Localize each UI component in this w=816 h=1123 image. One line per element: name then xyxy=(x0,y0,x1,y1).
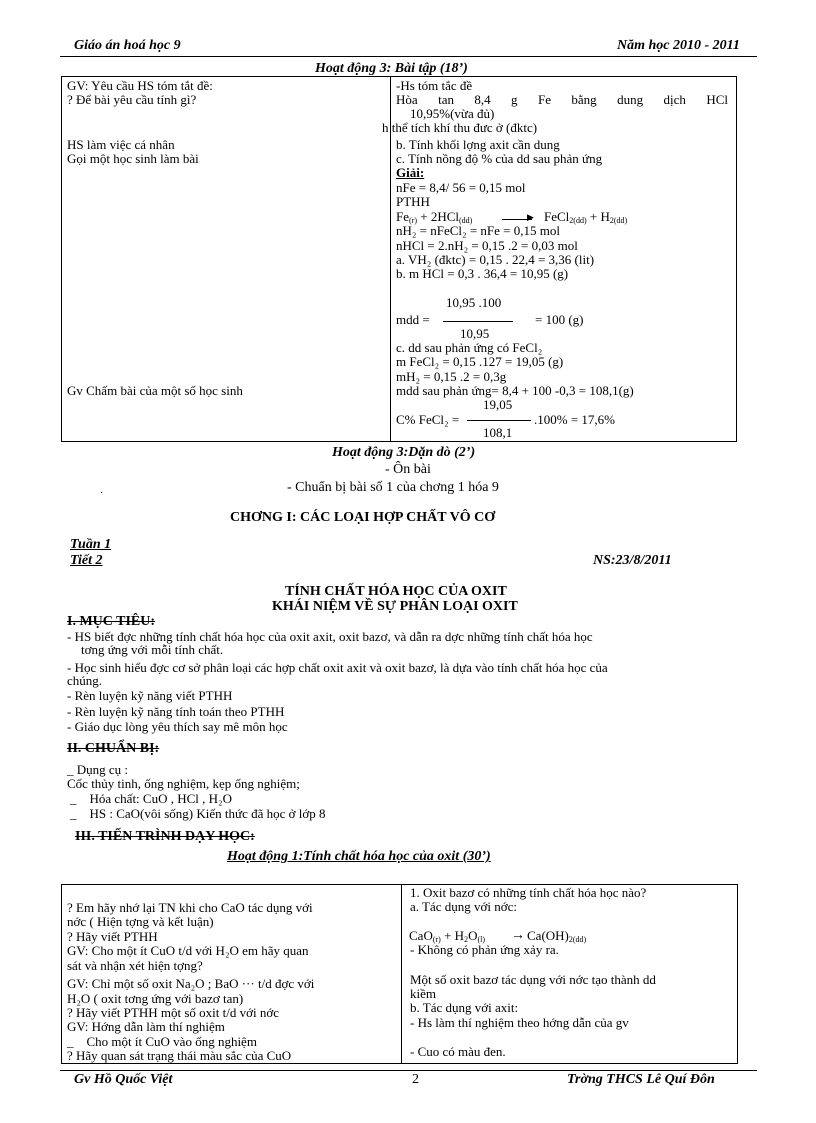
t1-right-r18: mdd sau phản ứng= 8,4 + 100 -0,3 = 108,1(g) xyxy=(396,383,634,398)
t2-left-l11: ? Hãy quan sát trạng thái màu sắc của CuO xyxy=(67,1048,292,1063)
activity1-title: Hoạt động 1:Tính chất hóa học của oxit (30’) xyxy=(227,849,491,864)
homework-2: - Chuẩn bị bài số 1 của chơng 1 hóa 9 xyxy=(287,480,499,495)
sec2-p3-text: Hóa chất: CuO , HCl , H₂O xyxy=(89,791,232,806)
activity3-title: Hoạt động 3: Bài tập (18’) xyxy=(315,61,468,76)
t1-right-r12: nHCl = 2.nH₂ = 0,15 .2 = 0,03 mol xyxy=(396,238,578,253)
t1-right-r7: Giải: xyxy=(396,165,425,180)
header-left: Giáo án hoá học 9 xyxy=(74,38,181,53)
arrow-head-icon: ▶ xyxy=(527,212,534,222)
lesson-label: Tiết 2 xyxy=(70,553,103,568)
t2-left-l8: ? Hãy viết PTHH một số oxit t/d với nớc xyxy=(67,1005,279,1020)
t1-left-l5: Gv Chấm bài của một số học sinh xyxy=(67,383,243,398)
t2-right-r1: 1. Oxit bazơ có những tính chất hóa học nào? xyxy=(410,885,647,900)
t1-right-r2: Hòa tan 8,4 g Fe bằng dung dịch HCl xyxy=(396,92,728,107)
activity3b-title: Hoạt động 3:Dặn dò (2’) xyxy=(332,445,476,460)
t1-right-r5: b. Tính khối lợng axit cần dung xyxy=(396,137,560,152)
sec2-p4-text: HS : CaO(vôi sống) Kiến thức đã học ở lớp 8 xyxy=(89,806,326,821)
eq-caoh-sub: (dd) xyxy=(572,935,587,944)
footer-rule xyxy=(60,1070,757,1071)
t1-right-r8: nFe = 8,4/ 56 = 0,15 mol xyxy=(396,180,526,195)
t1-right-r4: h thể tích khí thu đưc ở (đktc) xyxy=(382,120,538,135)
t2-right-r8: - Hs làm thí nghiệm theo hớng dẫn của gv xyxy=(410,1015,629,1030)
eq-cao-sub: (r) xyxy=(432,935,441,944)
sec2-p2: Cốc thủy tinh, ống nghiệm, kẹp ống nghiệm; xyxy=(67,776,300,791)
eq-plus-hcl: + 2HCl xyxy=(417,209,460,224)
t1-left-l1: GV: Yêu cầu HS tóm tắt đề: xyxy=(67,78,213,93)
t1-left-l3: HS làm việc cá nhân xyxy=(67,137,175,152)
t2-left-l4: GV: Cho một ít CuO t/d với H₂O em hãy quan xyxy=(67,943,309,958)
eq-fe: Fe xyxy=(396,209,409,224)
header-rule xyxy=(60,56,757,57)
eq-caoh-num: 2 xyxy=(568,935,573,944)
week-label: Tuần 1 xyxy=(70,537,112,552)
sec1-p1b: tơng ứng với mỗi tính chất. xyxy=(81,642,224,657)
sec1-p3: - Rèn luyện kỹ năng viết PTHH xyxy=(67,688,233,703)
t2-right-r7: b. Tác dụng với axit: xyxy=(410,1000,519,1015)
eq-h2-num: 2 xyxy=(609,216,614,225)
sec1-title: I. MỤC TIÊU: xyxy=(67,614,156,629)
eq-h2o: + H xyxy=(440,928,465,943)
t1-right-r17: mH₂ = 0,15 .2 = 0,3g xyxy=(396,369,507,384)
sec2-p3: _ Hóa chất: CuO , HCl , H₂O xyxy=(70,791,232,806)
eq-h2: + H xyxy=(586,209,610,224)
sec3-title: III. TIẾN TRÌNH DẠY HỌC: xyxy=(75,829,255,844)
eq-hcl-sub: (dd) xyxy=(459,216,473,225)
homework-1: - Ôn bài xyxy=(385,462,431,477)
t1-right-r11: nH₂ = nFeCl₂ = nFe = 0,15 mol xyxy=(396,223,560,238)
t1-right-r1: -Hs tóm tắc đề xyxy=(396,78,473,93)
footer-page: 2 xyxy=(412,1072,419,1087)
t2-left-l7: H₂O ( oxit tơng ứng với bazơ tan) xyxy=(67,991,244,1006)
eq-cao: CaO xyxy=(409,928,433,943)
t2-left-l9: GV: Hớng dẫn làm thí nghiệm xyxy=(67,1019,225,1034)
t1-right-r3: 10,95%(vừa đủ) xyxy=(410,106,495,121)
eq-caoh: Ca(OH) xyxy=(527,928,569,943)
t2-left-l10-text: Cho một ít CuO vào ống nghiệm xyxy=(86,1034,257,1049)
t2-left-l5: sát và nhận xét hiện tợng? xyxy=(67,958,203,973)
sec2-p4: _ HS : CaO(vôi sống) Kiến thức đã học ở lớp 8 xyxy=(70,806,326,821)
eq-fe-sub: (r) xyxy=(409,216,417,225)
eq-h2o-sub: (l) xyxy=(477,935,486,944)
t2-left-l6: GV: Chỉ một số oxit Na₂O ; BaO ··· t/d đợc với xyxy=(67,976,315,991)
t2-right-r4: - Không có phản ứng xảy ra. xyxy=(410,942,559,957)
t2-left-l3: ? Hãy viết PTHH xyxy=(67,929,158,944)
t1-right-r13: a. VH₂ (đktc) = 0,15 . 22,4 = 3,36 (lit) xyxy=(396,252,595,267)
header-right: Năm học 2010 - 2011 xyxy=(617,38,740,53)
t1-left-l2: ? Để bài yêu cầu tính gì? xyxy=(67,92,197,107)
frac2-numerator: 19,05 xyxy=(483,397,513,412)
eq-fecl2-num: 2 xyxy=(569,216,574,225)
t1-right-r16: m FeCl₂ = 0,15 .127 = 19,05 (g) xyxy=(396,354,564,369)
sec2-title: II. CHUẨN BỊ: xyxy=(67,741,160,756)
t1-right-r9: PTHH xyxy=(396,194,430,209)
frac2-result: .100% = 17,6% xyxy=(534,412,615,427)
footer-left: Gv Hồ Quốc Việt xyxy=(74,1072,173,1087)
chapter-title: CHƠNG I: CÁC LOẠI HỢP CHẤT VÔ CƠ xyxy=(230,510,496,525)
frac1-lhs: mdd = xyxy=(396,312,430,327)
t2-left-l1: ? Em hãy nhớ lại TN khi cho CaO tác dụng với xyxy=(67,900,313,915)
lesson-title-1: TÍNH CHẤT HÓA HỌC CỦA OXIT xyxy=(285,584,507,599)
frac2-denominator: 108,1 xyxy=(483,425,513,440)
ns-date: NS:23/8/2011 xyxy=(593,553,672,568)
frac1-bar xyxy=(443,321,513,322)
sec1-p5: - Giáo dục lòng yêu thích say mê môn học xyxy=(67,719,288,734)
eq-h2o-o: O xyxy=(468,928,478,943)
sec1-p2a: - Học sinh hiểu đợc cơ sở phân loại các hợp chất oxit axit và oxit bazơ, là dựa vào tính chất hóa học của xyxy=(67,660,608,675)
frac1-denominator: 10,95 xyxy=(460,326,490,341)
frac1-result: = 100 (g) xyxy=(535,312,584,327)
sec2-p1: _ Dụng cụ : xyxy=(67,762,129,777)
sec1-p1a: - HS biết đợc những tính chất hóa học của oxit axit, oxit bazơ, và dẫn ra dợc những tính chất hóa học xyxy=(67,629,593,644)
dot-mark: · xyxy=(100,488,104,499)
sec1-p2b: chúng. xyxy=(67,673,103,688)
eq-h2-sub: (dd) xyxy=(613,216,628,225)
sec2-p1-text: Dụng cụ : xyxy=(76,762,129,777)
t1-right-r6: c. Tính nồng độ % của dd sau phản ứng xyxy=(396,151,603,166)
t2-right-r2: a. Tác dụng với nớc: xyxy=(410,899,518,914)
t2-left-l2: nớc ( Hiện tợng và kết luận) xyxy=(67,914,214,929)
lesson-title-2: KHÁI NIỆM VỀ SỰ PHÂN LOẠI OXIT xyxy=(272,599,518,614)
t2-right-r6: kiềm xyxy=(410,986,436,1001)
t2-right-r9: - Cuo có màu đen. xyxy=(410,1044,506,1059)
arrow-right-icon: → xyxy=(511,928,525,943)
t2-right-r5: Một số oxit bazơ tác dụng với nớc tạo thành dd xyxy=(410,972,656,987)
eq-fecl2-sub: (dd) xyxy=(573,216,587,225)
t1-left-l4: Gọi một học sinh làm bài xyxy=(67,151,199,166)
eq-fecl2: FeCl xyxy=(544,209,570,224)
frac1-numerator: 10,95 .100 xyxy=(446,295,502,310)
t2-left-l10: _ Cho một ít CuO vào ống nghiệm xyxy=(67,1034,257,1049)
frac2-lhs: C% FeCl₂ = xyxy=(396,412,460,427)
t1-right-r14: b. m HCl = 0,3 . 36,4 = 10,95 (g) xyxy=(396,266,569,281)
footer-right: Trờng THCS Lê Quí Đôn xyxy=(567,1072,715,1087)
eq-h2o-num: 2 xyxy=(464,935,469,944)
frac2-bar xyxy=(467,420,531,421)
sec1-p4: - Rèn luyện kỹ năng tính toán theo PTHH xyxy=(67,704,285,719)
t1-right-r15: c. dd sau phản ứng có FeCl₂ xyxy=(396,340,543,355)
